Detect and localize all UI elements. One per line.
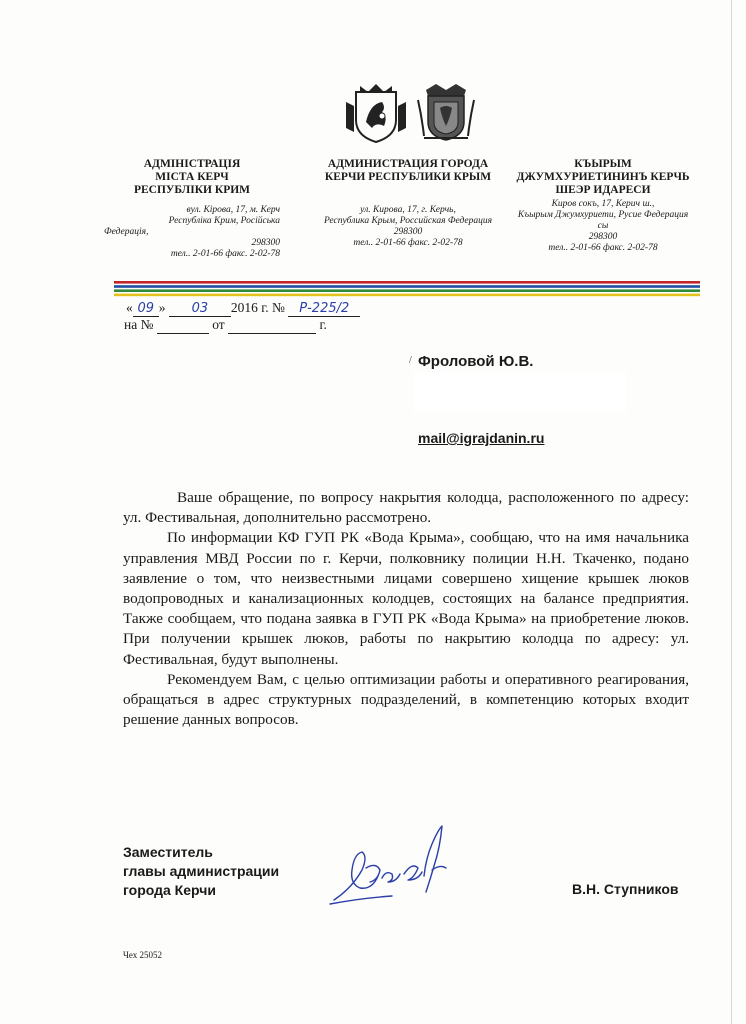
- header-stripes: [114, 281, 700, 297]
- signatory-name: В.Н. Ступников: [572, 881, 679, 897]
- redacted-area: [414, 372, 626, 412]
- date-line: « 09 » 03 2016 г. № Р-225/2: [126, 300, 360, 317]
- kerch-emblem-icon: [418, 84, 474, 140]
- outgoing-number: Р-225/2: [299, 301, 350, 316]
- signature-icon: [322, 818, 462, 910]
- date-day: 09: [137, 301, 155, 316]
- recipient-email[interactable]: mail@igrajdanin.ru: [418, 430, 545, 446]
- crimea-emblem-icon: [346, 84, 406, 142]
- tricolor-stripes-icon: [114, 281, 700, 297]
- body-paragraph: Рекомендуем Вам, с целью оптимизации работы и оперативного реагирования, обращаться в адрес структурных подразделений, в компетенцию которых входит решение данных вопросов.: [123, 670, 689, 729]
- org-name-uk: АДМІНІСТРАЦІЯ МІСТА КЕРЧ РЕСПУБЛІКИ КРИМ: [133, 158, 251, 196]
- org-address-crh: Киров сокъ, 17, Керич ш., Къырым Джумхуриети, Русие Федерация сы 298300 тел.. 2-01-66 факс. 2-02-78: [517, 199, 689, 253]
- date-month: 03: [191, 301, 209, 316]
- date-year: 2016 г. №: [230, 300, 285, 315]
- body-paragraph: По информации КФ ГУП РК «Вода Крыма», сообщаю, что на имя начальника управления МВД России по г. Керчи, полковнику полиции Н.Н. Ткаченко, подано заявление о том, что неизвестными лицами совершено хищение крышек люков водопроводных и канализационных колодцев, состоящих на балансе предприятия. Также сообщаем, что подана заявка в ГУП РК «Вода Крыма» на приобретение люков. При получении крышек люков, работы по накрытию колодца по адресу: ул. Фестивальная, будут выполнены.: [123, 529, 689, 668]
- header-ukrainian: [104, 158, 280, 260]
- org-name-ru: АДМИНИСТРАЦИЯ ГОРОДА КЕРЧИ РЕСПУБЛИКИ КРЫМ: [324, 158, 492, 183]
- header-crimean-tatar: [508, 158, 698, 254]
- executor-code: Чех 25052: [123, 950, 162, 960]
- org-address-uk: вул. Кірова, 17, м. Керч Республіка Крим, Російська Федерація, 298300 тел.. 2-01-66 факс. 2-02-78: [104, 205, 280, 259]
- org-name-crh: КЪЫРЫМ ДЖУМХУРИЕТИНИНЪ КЕРЧЬ ШЕЭР ИДАРЕСИ: [516, 158, 690, 196]
- org-address-ru: ул. Кирова, 17, г. Керчь, Республика Крым, Российская Федерация 298300 тел.. 2-01-66 факс. 2-02-78: [323, 205, 493, 248]
- reference-line: на № от г.: [124, 317, 327, 332]
- emblems: [338, 82, 478, 144]
- body-paragraph: Ваше обращение, по вопросу накрытия колодца, расположенного по адресу: ул. Фестивальная, дополнительно рассмотрено.: [123, 489, 689, 527]
- signatory-title: Заместитель главы администрации города Керчи: [123, 844, 280, 898]
- handwritten-signature: [322, 818, 462, 910]
- header-russian: [310, 158, 506, 249]
- recipient-name: Фроловой Ю.В.: [418, 353, 534, 370]
- letter-body: [123, 488, 689, 730]
- recipient-mark: /: [409, 355, 412, 366]
- paper-edge: [731, 0, 732, 1024]
- coats-of-arms-icon: [338, 82, 478, 144]
